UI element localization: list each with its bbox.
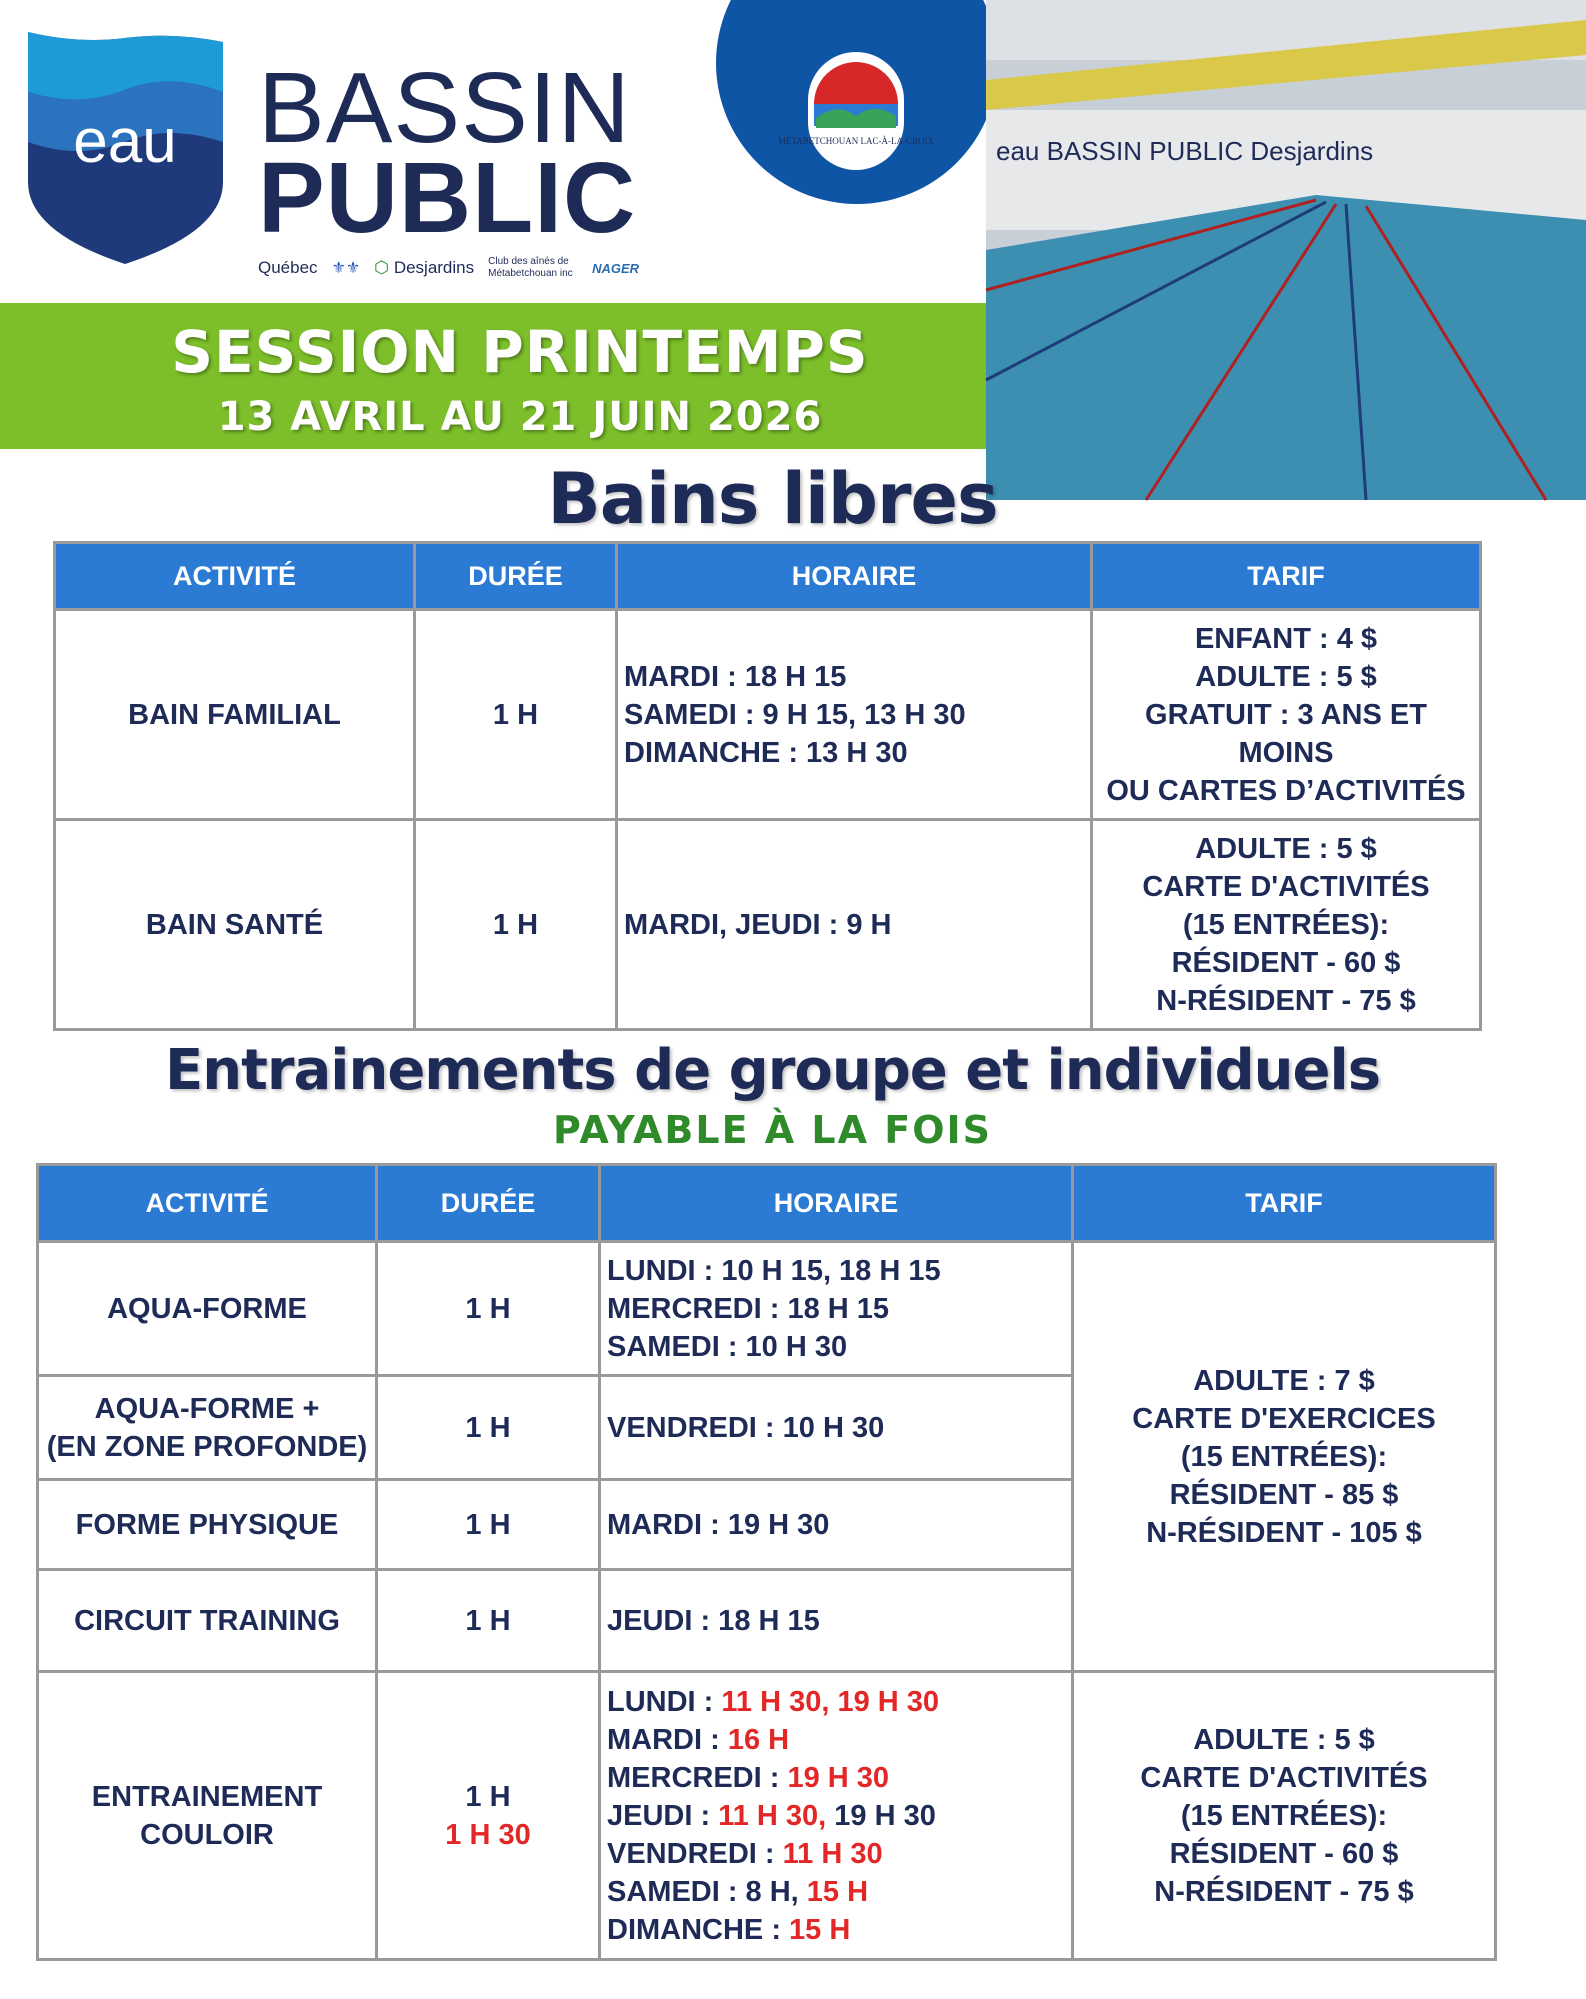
bains-libres-heading: Bains libres bbox=[547, 458, 998, 540]
table-row bbox=[55, 820, 1481, 1030]
schedule-cell: VENDREDI : 10 H 30 bbox=[600, 1376, 1073, 1480]
col-activite: ACTIVITÉ bbox=[38, 1165, 377, 1242]
schedule-line: JEUDI : 11 H 30, 19 H 30 bbox=[607, 1799, 936, 1832]
activity-cell: AQUA-FORME bbox=[38, 1242, 377, 1376]
pool-photo-illustration bbox=[986, 0, 1586, 500]
col-tarif: TARIF bbox=[1073, 1165, 1496, 1242]
municipality-logo-text: MÉTABETCHOUAN LAC-À-LA-CROIX bbox=[777, 136, 935, 146]
col-duree: DURÉE bbox=[377, 1165, 600, 1242]
quebec-flag-icon: ⚜⚜ bbox=[331, 260, 361, 277]
brand-line-1: BASSIN bbox=[258, 52, 631, 164]
activity-cell: BAIN SANTÉ bbox=[55, 820, 415, 1030]
schedule-cell: LUNDI : 10 H 15, 18 H 15 MERCREDI : 18 H 15 SAMEDI : 10 H 30 bbox=[600, 1242, 1073, 1376]
eau-logo-text: eau bbox=[73, 107, 177, 176]
schedule-line: LUNDI : 11 H 30, 19 H 30 bbox=[607, 1685, 940, 1718]
col-tarif: TARIF bbox=[1092, 543, 1481, 610]
table-row bbox=[38, 1672, 1496, 1960]
schedule-line: MARDI : 16 H bbox=[607, 1723, 790, 1756]
duration-cell: 1 H bbox=[377, 1376, 600, 1480]
eau-shield-logo bbox=[28, 32, 223, 264]
schedule-cell: MARDI : 18 H 15 SAMEDI : 9 H 15, 13 H 30 DIMANCHE : 13 H 30 bbox=[617, 610, 1092, 820]
pool-photo bbox=[986, 0, 1586, 500]
schedule-line: VENDREDI : 11 H 30 bbox=[607, 1837, 883, 1870]
activity-cell: AQUA-FORME + (EN ZONE PROFONDE) bbox=[38, 1376, 377, 1480]
shared-rate-cell: ADULTE : 7 $ CARTE D'EXERCICES (15 ENTRÉES): RÉSIDENT - 85 $ N-RÉSIDENT - 105 $ bbox=[1073, 1242, 1496, 1672]
table-row bbox=[38, 1242, 1496, 1376]
table-row bbox=[55, 610, 1481, 820]
col-horaire: HORAIRE bbox=[617, 543, 1092, 610]
schedule-cell: MARDI : 19 H 30 bbox=[600, 1480, 1073, 1570]
sponsor-nager: NAGER bbox=[592, 260, 640, 276]
rate-cell: ADULTE : 5 $ CARTE D'ACTIVITÉS (15 ENTRÉES): RÉSIDENT - 60 $ N-RÉSIDENT - 75 $ bbox=[1092, 820, 1481, 1030]
activity-cell: FORME PHYSIQUE bbox=[38, 1480, 377, 1570]
entrainements-table bbox=[36, 1163, 1497, 1961]
rate-cell: ENFANT : 4 $ ADULTE : 5 $ GRATUIT : 3 ANS ET MOINS OU CARTES D’ACTIVITÉS bbox=[1092, 610, 1481, 820]
activity-cell: BAIN FAMILIAL bbox=[55, 610, 415, 820]
col-duree: DURÉE bbox=[415, 543, 617, 610]
duration-cell: 1 H bbox=[415, 820, 617, 1030]
schedule-cell: JEUDI : 18 H 15 bbox=[600, 1570, 1073, 1672]
pool-wall-text: eau BASSIN PUBLIC Desjardins bbox=[996, 136, 1374, 166]
activity-cell: ENTRAINEMENT COULOIR bbox=[38, 1672, 377, 1960]
duration-cell: 1 H bbox=[377, 1480, 600, 1570]
schedule-line: SAMEDI : 8 H, 15 H bbox=[607, 1875, 869, 1908]
duration-cell: 1 H bbox=[377, 1242, 600, 1376]
schedule-line: DIMANCHE : 15 H bbox=[607, 1913, 851, 1946]
sponsor-quebec: Québec bbox=[258, 258, 318, 277]
schedule-cell bbox=[600, 1672, 1073, 1960]
duration-cell: 1 H 1 H 30 bbox=[377, 1672, 600, 1960]
sponsor-logos bbox=[258, 248, 639, 288]
session-dates: 13 AVRIL AU 21 JUIN 2026 bbox=[217, 394, 823, 440]
table-header-row bbox=[55, 543, 1481, 610]
duration-cell: 1 H bbox=[377, 1570, 600, 1672]
sponsor-club-aines: Club des aînés de Métabetchouan inc bbox=[488, 256, 573, 279]
payable-subheading: PAYABLE À LA FOIS bbox=[552, 1108, 993, 1152]
schedule-line: MERCREDI : 19 H 30 bbox=[607, 1761, 890, 1794]
col-horaire: HORAIRE bbox=[600, 1165, 1073, 1242]
desjardins-hex-icon: ⬡ bbox=[374, 258, 390, 277]
brand-line-2: PUBLIC bbox=[258, 142, 637, 254]
duration-cell: 1 H bbox=[415, 610, 617, 820]
col-activite: ACTIVITÉ bbox=[55, 543, 415, 610]
municipality-logo bbox=[777, 52, 935, 170]
table-header-row bbox=[38, 1165, 1496, 1242]
sponsor-desjardins: ⬡ Desjardins bbox=[374, 258, 475, 277]
rate-cell: ADULTE : 5 $ CARTE D'ACTIVITÉS (15 ENTRÉES): RÉSIDENT - 60 $ N-RÉSIDENT - 75 $ bbox=[1073, 1672, 1496, 1960]
schedule-cell: MARDI, JEUDI : 9 H bbox=[617, 820, 1092, 1030]
bains-libres-table bbox=[53, 541, 1482, 1031]
entrainements-heading: Entrainements de groupe et individuels bbox=[164, 1038, 1381, 1103]
activity-cell: CIRCUIT TRAINING bbox=[38, 1570, 377, 1672]
session-title: SESSION PRINTEMPS bbox=[171, 318, 869, 386]
